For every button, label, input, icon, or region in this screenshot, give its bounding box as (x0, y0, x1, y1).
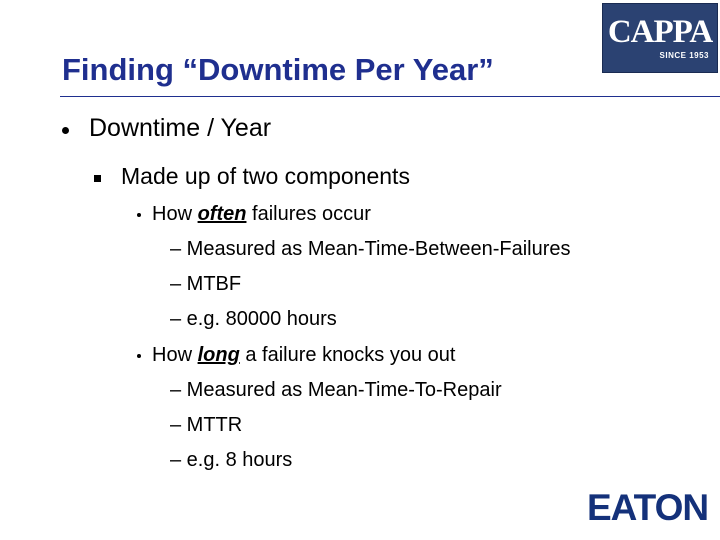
sub-item-long-3: – e.g. 8 hours (170, 449, 293, 471)
eaton-logo: EATON (587, 487, 709, 528)
often-post: failures occur (246, 203, 371, 225)
cappa-logo-name: CAPPA (607, 14, 713, 50)
often-emphasis: often (197, 203, 247, 225)
sub-item-often-3: – e.g. 80000 hours (170, 308, 337, 330)
bullet-level1: Downtime / Year (89, 114, 272, 142)
sub-item-often-1: – Measured as Mean-Time-Between-Failures (170, 238, 571, 260)
sub-item-long-2: – MTTR (170, 414, 243, 436)
bullet-long (152, 344, 455, 367)
long-pre: How (152, 344, 198, 366)
bullet-small-dot-icon (137, 213, 141, 217)
long-post: a failure knocks you out (239, 344, 456, 366)
cappa-logo (602, 3, 718, 73)
slide-title: Finding “Downtime Per Year” (62, 52, 494, 87)
bullet-dot-icon (62, 127, 69, 134)
sub-item-often-2: – MTBF (170, 273, 242, 295)
bullet-often (152, 203, 371, 226)
sub-item-long-1: – Measured as Mean-Time-To-Repair (170, 379, 502, 401)
cappa-logo-since: SINCE 1953 (659, 51, 709, 60)
bullet-level2: Made up of two components (121, 163, 410, 189)
bullet-square-icon (94, 175, 101, 182)
long-emphasis: long (197, 344, 240, 366)
often-pre: How (152, 203, 198, 225)
bullet-small-dot-icon (137, 354, 141, 358)
title-divider (60, 96, 720, 97)
